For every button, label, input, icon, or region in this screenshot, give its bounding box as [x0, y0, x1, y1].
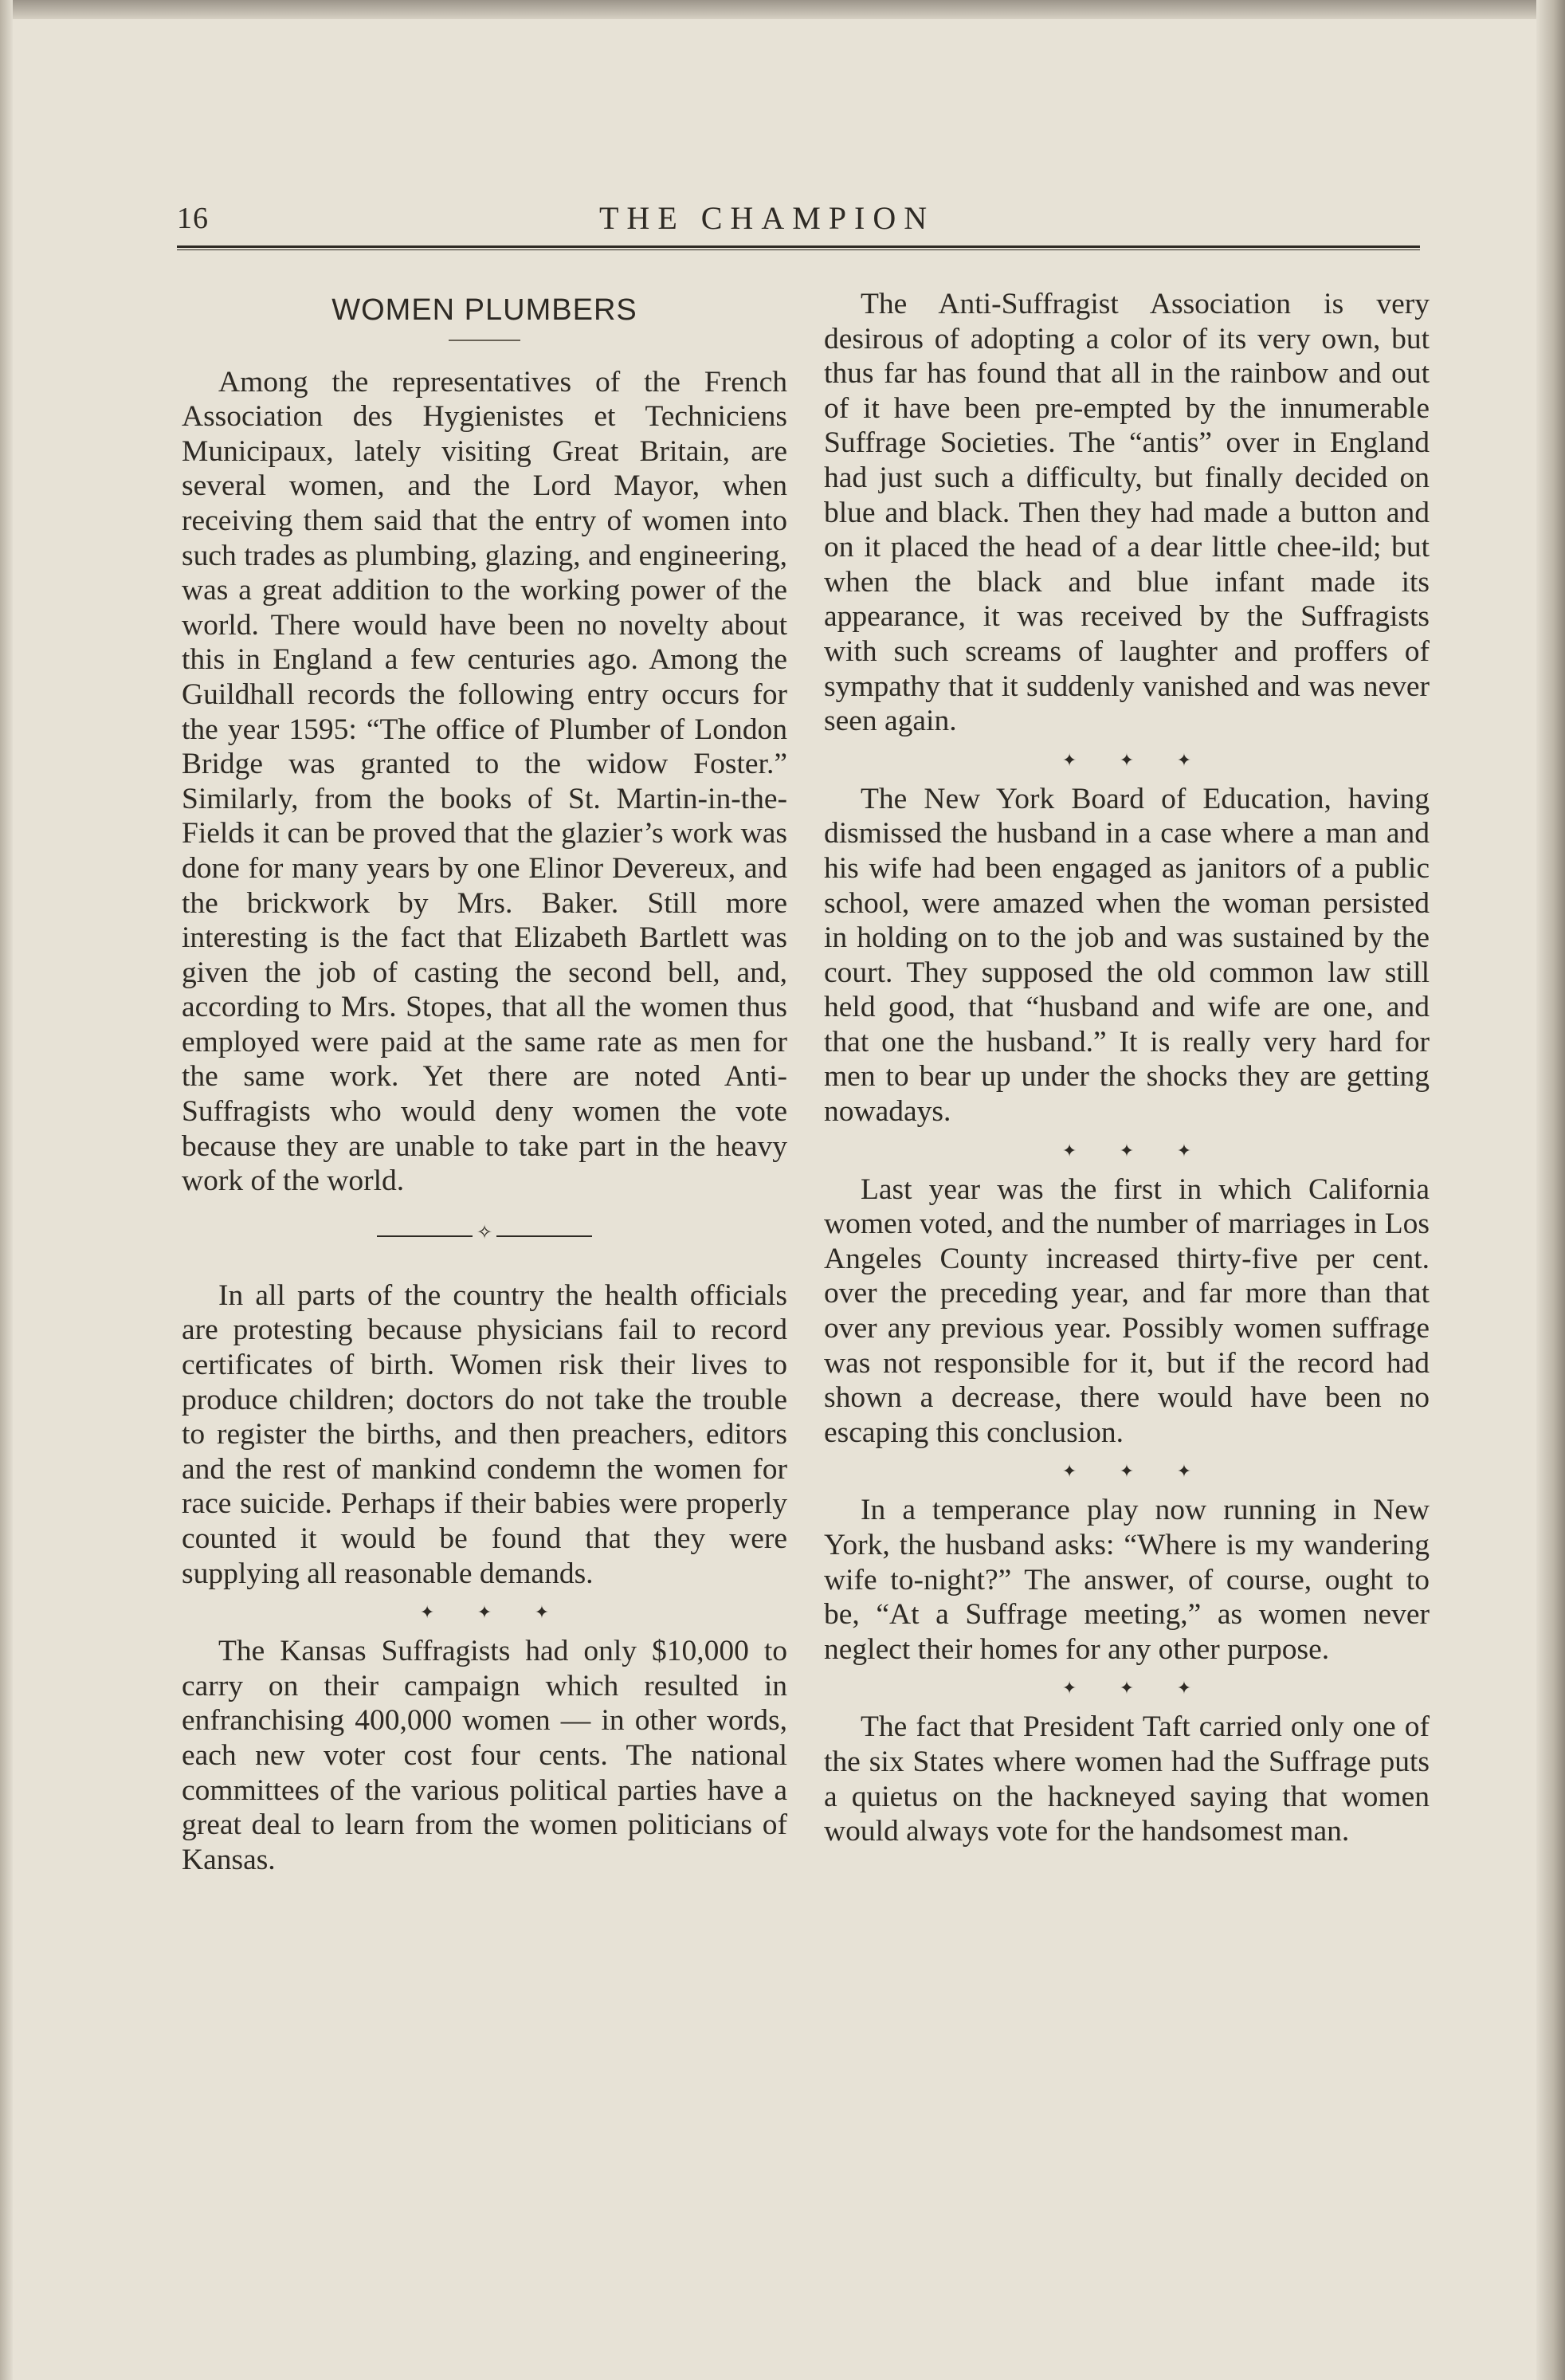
- paragraph-anti-suffragist-color: The Anti-Suffragist Association is very desirous of adopting a color of its very own, but thus far has found that all in the rainbow and out of it have been pre-empted by the innumerable Suffrage Societies. The “antis” over in England had just such a difficulty, but finally decided on blue and black. Then they had made a button and on it placed the head of a dear little chee-ild; but when the black and blue infant made its appearance, it was received by the Suffragists with such screams of laughter and proffers of sympathy that it suddenly vanished and was never seen again.: [824, 288, 1430, 738]
- title-rule: [449, 340, 520, 341]
- paragraph-temperance-play: In a temperance play now running in New York, the husband asks: “Where is my wandering wife to-night?” The answer, of course, ought to be, “At a Suffrage meeting,” as women never neglect their homes for any other purpose.: [824, 1494, 1430, 1666]
- ornament-divider: ✦ ✦ ✦: [1061, 1461, 1211, 1482]
- page-top-edge: [0, 0, 1565, 19]
- divider-line: [496, 1235, 592, 1237]
- paragraph-president-taft: The fact that President Taft carried only one of the six States where women had the Suffrage puts a quietus on the hackneyed saying that women would always vote for the handsomest man.: [824, 1710, 1430, 1848]
- flourish-icon: ✧: [476, 1222, 493, 1243]
- header-rule: [177, 245, 1420, 250]
- ornament-divider: ✦ ✦ ✦: [1061, 749, 1211, 770]
- page-left-edge: [0, 0, 13, 2380]
- ornament-divider: ✦ ✦ ✦: [419, 1602, 569, 1623]
- article-title: WOMEN PLUMBERS: [331, 293, 637, 327]
- paragraph-women-plumbers: Among the representatives of the French Association des Hygienistes et Techniciens Municipaux, lately visiting Great Britain, are several women, and the Lord Mayor, when receiving them said that the entry of women into such trades as plumbing, glazing, and engineering, was a great addition to the working power of the world. There would have been no novelty about this in England a few centuries ago. Among the Guildhall records the following entry occurs for the year 1595: “The office of Plumber of London Bridge was granted to the widow Foster.” Similarly, from the books of St. Martin-in-the-Fields it can be proved that the glazier’s work was done for many years by one Elinor Devereux, and the brickwork by Mrs. Baker. Still more interesting is the fact that Elizabeth Bartlett was given the job of casting the second bell, and, according to Mrs. Stopes, that all the women thus employed were paid at the same rate as men for the same work. Yet there are noted Anti-Suffragists who would deny women the vote because they are unable to take part in the heavy work of the world.: [182, 365, 787, 1198]
- page-header: [177, 198, 1420, 239]
- page-number: 16: [177, 202, 209, 235]
- paragraph-california: Last year was the first in which California women voted, and the number of marriages in Los Angeles County increased thirty-five per cent. over the preceding year, and far more than that over any previous year. Possibly women suffrage was not responsible for it, but if the record had shown a decrease, there would have been no escaping this conclusion.: [824, 1172, 1430, 1449]
- paragraph-new-york-board: The New York Board of Education, having dismissed the husband in a case where a man and his wife had been engaged as janitors of a public school, were amazed when the woman persisted in holding on to the job and was sustained by the court. They supposed the old common law still held good, that “husband and wife are one, and that one the husband.” It is really very hard for men to bear up under the shocks they are getting nowadays.: [824, 782, 1430, 1129]
- divider-line: [377, 1235, 473, 1237]
- section-divider: [377, 1224, 592, 1248]
- right-column: [824, 287, 1430, 1849]
- paragraph-kansas: The Kansas Suffragists had only $10,000 to carry on their campaign which resulted in enfranchising 400,000 women — in other words, each new voter cost four cents. The national committees of the various political parties have a great deal to learn from the women politicians of Kansas.: [182, 1635, 787, 1876]
- left-column: [182, 287, 787, 1877]
- page-binding-edge: [1536, 0, 1565, 2380]
- ornament-divider: ✦ ✦ ✦: [1061, 1678, 1211, 1699]
- paragraph-birth-records: In all parts of the country the health officials are protesting because physicians fail to record certificates of birth. Women risk their lives to produce children; doctors do not take the trouble to register the births, and then preachers, editors and the rest of mankind condemn the women for race suicide. Perhaps if their babies were properly counted it would be found that they were supplying all reasonable demands.: [182, 1278, 787, 1590]
- running-head: THE CHAMPION: [599, 200, 935, 236]
- ornament-divider: ✦ ✦ ✦: [1061, 1140, 1211, 1161]
